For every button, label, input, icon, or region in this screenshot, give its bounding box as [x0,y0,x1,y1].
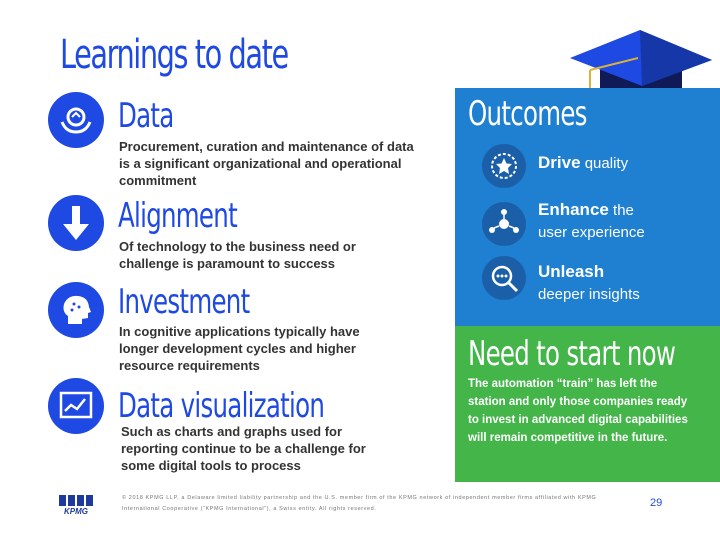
kpmg-logo [58,495,94,515]
outcome-rest: the [613,202,634,219]
user-network-icon [482,202,526,246]
page-title: Learnings to date [60,32,288,78]
page-number: 29 [650,497,663,509]
magnifier-chat-icon [482,256,526,300]
head-brain-icon [48,282,104,338]
section-heading-data: Data [118,96,174,136]
section-heading-alignment: Alignment [118,196,237,236]
down-arrow-icon [48,195,104,251]
outcome-rest: quality [584,155,629,172]
section-text-alignment: Of technology to the business need or challenge is paramount to success [119,239,356,271]
outcome-line2: user experience [538,224,645,241]
section-text-data: Procurement, curation and maintenance of data is a significant organizational and operational commitment [119,139,414,188]
data-hands-icon [48,92,104,148]
need-heading: Need to start now [468,334,676,374]
star-badge-icon [482,144,526,188]
outcome-bold: Drive [538,153,581,172]
outcome-enhance [538,199,645,244]
outcome-drive-quality [538,152,628,175]
section-heading-investment: Investment [118,282,250,322]
outcomes-heading: Outcomes [468,94,587,134]
need-text: The automation “train” has left the station and only those companies ready to invest in advanced digital capabilities will remain competitive in the future. [468,378,688,444]
outcome-bold: Enhance [538,200,609,219]
kpmg-logo-text: KPMG [64,507,88,515]
section-text-data-visualization: Such as charts and graphs used for reporting continue to be a challenge for some digital tools to process [121,424,366,473]
section-text-investment: In cognitive applications typically have longer development cycles and higher resource requirements [119,324,360,373]
section-heading-data-visualization: Data visualization [118,386,325,426]
footer-legal: © 2018 KPMG LLP, a Delaware limited liability partnership and the U.S. member firm of the KPMG network of independent member firms affiliated with KPMG International Cooperative (“KPMG International”), a Swiss entity. All rights reserved. [122,495,597,512]
outcome-line2: deeper insights [538,286,640,303]
outcome-bold: Unleash [538,262,605,281]
chart-screen-icon [48,378,104,434]
outcome-unleash [538,261,640,306]
